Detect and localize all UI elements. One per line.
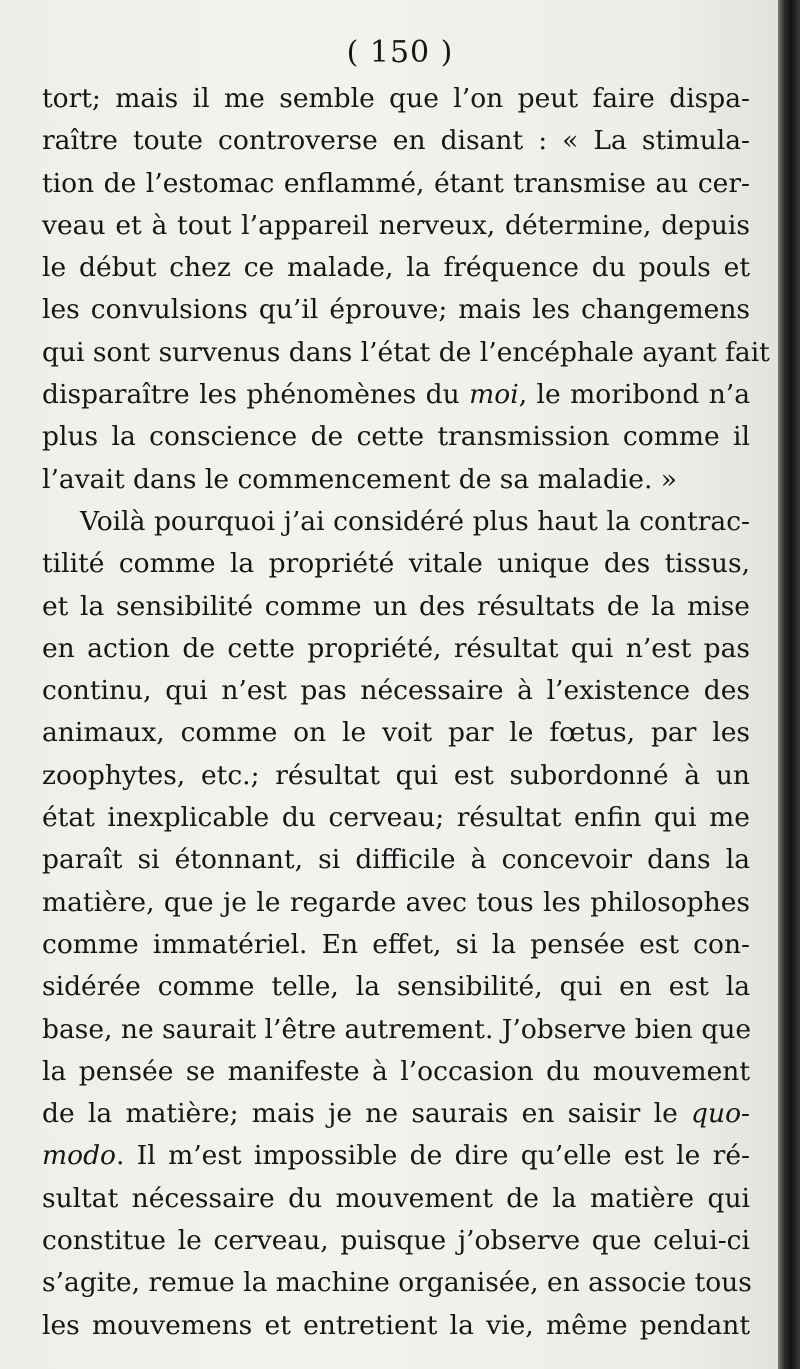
text-line: la pensée se manifeste à l’occasion du mouvement bbox=[42, 1055, 750, 1087]
italic-word: modo bbox=[42, 1140, 117, 1172]
text-line: base, ne saurait l’être autrement. J’observe bien que bbox=[42, 1013, 752, 1045]
text-line: l’avait dans le commencement de sa maladie. » bbox=[42, 463, 678, 495]
text-line: le début chez ce malade, la fréquence du pouls et bbox=[42, 252, 750, 284]
page-edge-shadow bbox=[778, 0, 800, 1369]
text-line: tort; mais il me semble que l’on peut faire dispa- bbox=[42, 83, 750, 114]
italic-word: moi bbox=[469, 379, 519, 411]
text-line bbox=[42, 1093, 750, 1135]
text-segment: disparaître les phénomènes du bbox=[42, 379, 470, 411]
text-line: tion de l’estomac enflammé, étant transmise au cer- bbox=[42, 167, 750, 199]
text-line: en action de cette propriété, résultat qui n’est pas bbox=[42, 632, 750, 664]
text-line: constitue le cerveau, puisque j’observe que celui-ci bbox=[42, 1225, 750, 1257]
text-line: sidérée comme telle, la sensibilité, qui en est la bbox=[42, 971, 750, 1003]
text-line: plus la conscience de cette transmission comme il bbox=[42, 421, 750, 453]
text-line: zoophytes, etc.; résultat qui est subordonné à un bbox=[42, 759, 750, 791]
text-line: raître toute controverse en disant : « La stimula- bbox=[42, 125, 750, 157]
text-segment: de la matière; mais je ne saurais en saisir le bbox=[42, 1098, 692, 1130]
text-line: matière, que je le regarde avec tous les philosophes bbox=[42, 886, 750, 918]
italic-word: quo- bbox=[691, 1098, 750, 1130]
text-line: continu, qui n’est pas nécessaire à l’existence des bbox=[42, 675, 750, 707]
text-line: animaux, comme on le voit par le fœtus, par les bbox=[42, 717, 750, 749]
text-line: qui sont survenus dans l’état de l’encéphale ayant fait bbox=[42, 336, 770, 368]
text-line bbox=[42, 1135, 750, 1177]
text-line: tilité comme la propriété vitale unique des tissus, bbox=[42, 548, 750, 580]
text-line: comme immatériel. En effet, si la pensée est con- bbox=[42, 928, 750, 960]
body-text bbox=[42, 78, 770, 1347]
text-line bbox=[42, 374, 750, 416]
text-line: état inexplicable du cerveau; résultat enfin qui me bbox=[42, 802, 750, 834]
text-line: sultat nécessaire du mouvement de la matière qui bbox=[42, 1182, 750, 1214]
text-segment: , le moribond n’a bbox=[518, 379, 750, 411]
text-line: paraît si étonnant, si difficile à concevoir dans la bbox=[42, 844, 750, 876]
text-line: veau et à tout l’appareil nerveux, détermine, depuis bbox=[42, 209, 750, 241]
text-line: les mouvemens et entretient la vie, même pendant bbox=[42, 1309, 750, 1341]
text-line: et la sensibilité comme un des résultats de la mise bbox=[42, 590, 750, 622]
text-line: les convulsions qu’il éprouve; mais les changemens bbox=[42, 294, 750, 326]
text-segment: . Il m’est impossible de dire qu’elle est le ré- bbox=[116, 1140, 750, 1172]
text-line: s’agite, remue la machine organisée, en associe tous bbox=[42, 1267, 752, 1299]
page-number: ( 150 ) bbox=[346, 35, 454, 70]
text-line: Voilà pourquoi j’ai considéré plus haut la contrac- bbox=[80, 505, 750, 537]
